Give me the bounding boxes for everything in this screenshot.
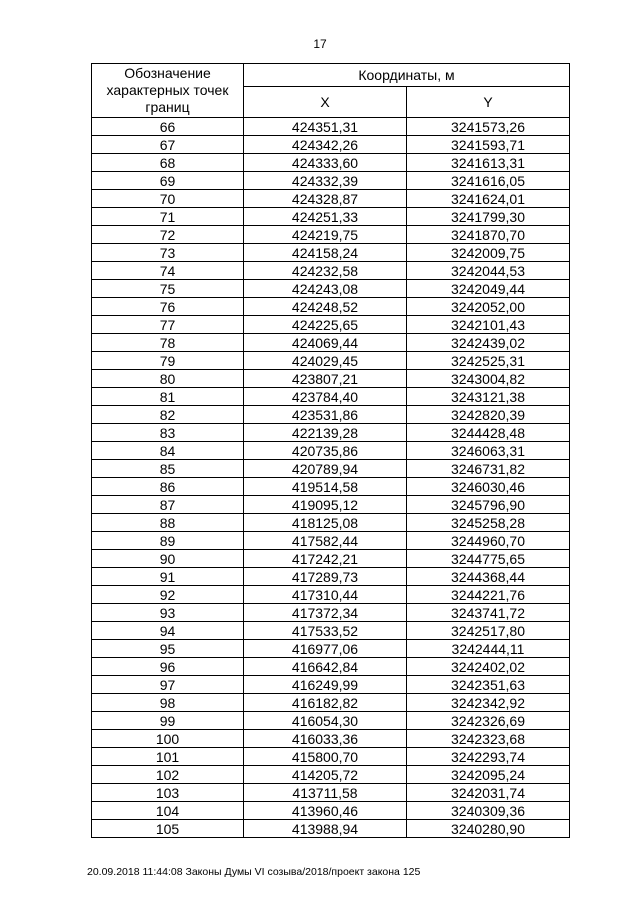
table-row (92, 496, 570, 514)
table-row (92, 262, 570, 280)
table-row (92, 406, 570, 424)
table-row (92, 226, 570, 244)
y-coordinate-cell: 3244428,48 (407, 424, 570, 442)
x-coordinate-cell: 413960,46 (244, 802, 407, 820)
point-number-cell: 66 (92, 118, 244, 136)
point-number-cell: 103 (92, 784, 244, 802)
point-number-cell: 101 (92, 748, 244, 766)
y-coordinate-cell: 3242351,63 (407, 676, 570, 694)
x-column-header: X (244, 87, 407, 118)
point-number-cell: 102 (92, 766, 244, 784)
x-coordinate-cell: 417582,44 (244, 532, 407, 550)
y-coordinate-cell: 3242049,44 (407, 280, 570, 298)
table-row (92, 208, 570, 226)
y-coordinate-cell: 3246731,82 (407, 460, 570, 478)
y-coordinate-cell: 3245258,28 (407, 514, 570, 532)
x-coordinate-cell: 424351,31 (244, 118, 407, 136)
y-coordinate-cell: 3241870,70 (407, 226, 570, 244)
x-coordinate-cell: 424332,39 (244, 172, 407, 190)
y-coordinate-cell: 3243741,72 (407, 604, 570, 622)
point-number-cell: 89 (92, 532, 244, 550)
table-row (92, 622, 570, 640)
point-number-cell: 78 (92, 334, 244, 352)
table-row (92, 172, 570, 190)
x-coordinate-cell: 424219,75 (244, 226, 407, 244)
y-coordinate-cell: 3246063,31 (407, 442, 570, 460)
coordinates-table (91, 63, 570, 838)
point-number-cell: 77 (92, 316, 244, 334)
x-coordinate-cell: 416249,99 (244, 676, 407, 694)
x-coordinate-cell: 423531,86 (244, 406, 407, 424)
point-number-cell: 93 (92, 604, 244, 622)
table-row (92, 802, 570, 820)
document-footer: 20.09.2018 11:44:08 Законы Думы VI созыва/2018/проект закона 125 (87, 866, 421, 878)
x-coordinate-cell: 417310,44 (244, 586, 407, 604)
y-coordinate-cell: 3241593,71 (407, 136, 570, 154)
table-row (92, 748, 570, 766)
x-coordinate-cell: 423784,40 (244, 388, 407, 406)
y-coordinate-cell: 3242293,74 (407, 748, 570, 766)
y-coordinate-cell: 3242820,39 (407, 406, 570, 424)
y-coordinate-cell: 3241573,26 (407, 118, 570, 136)
table-row (92, 388, 570, 406)
point-number-cell: 85 (92, 460, 244, 478)
x-coordinate-cell: 424243,08 (244, 280, 407, 298)
point-number-cell: 87 (92, 496, 244, 514)
point-number-cell: 94 (92, 622, 244, 640)
point-number-cell: 88 (92, 514, 244, 532)
y-coordinate-cell: 3244368,44 (407, 568, 570, 586)
point-number-cell: 95 (92, 640, 244, 658)
y-coordinate-cell: 3242052,00 (407, 298, 570, 316)
x-coordinate-cell: 417533,52 (244, 622, 407, 640)
y-coordinate-cell: 3240309,36 (407, 802, 570, 820)
x-coordinate-cell: 413711,58 (244, 784, 407, 802)
table-row (92, 442, 570, 460)
point-number-cell: 73 (92, 244, 244, 262)
point-number-cell: 104 (92, 802, 244, 820)
point-number-cell: 100 (92, 730, 244, 748)
x-coordinate-cell: 424232,58 (244, 262, 407, 280)
y-coordinate-cell: 3242439,02 (407, 334, 570, 352)
x-coordinate-cell: 424069,44 (244, 334, 407, 352)
y-coordinate-cell: 3240280,90 (407, 820, 570, 838)
point-number-cell: 81 (92, 388, 244, 406)
x-coordinate-cell: 420735,86 (244, 442, 407, 460)
y-coordinate-cell: 3242402,02 (407, 658, 570, 676)
y-coordinate-cell: 3243004,82 (407, 370, 570, 388)
point-number-cell: 79 (92, 352, 244, 370)
y-coordinate-cell: 3241616,05 (407, 172, 570, 190)
table-row (92, 730, 570, 748)
point-number-cell: 83 (92, 424, 244, 442)
table-row (92, 766, 570, 784)
y-coordinate-cell: 3242342,92 (407, 694, 570, 712)
x-coordinate-cell: 414205,72 (244, 766, 407, 784)
y-coordinate-cell: 3242009,75 (407, 244, 570, 262)
table-row (92, 568, 570, 586)
x-coordinate-cell: 417289,73 (244, 568, 407, 586)
point-number-cell: 75 (92, 280, 244, 298)
y-coordinate-cell: 3246030,46 (407, 478, 570, 496)
point-number-cell: 67 (92, 136, 244, 154)
x-coordinate-cell: 424225,65 (244, 316, 407, 334)
table-row (92, 136, 570, 154)
x-coordinate-cell: 416054,30 (244, 712, 407, 730)
point-number-cell: 97 (92, 676, 244, 694)
point-number-cell: 76 (92, 298, 244, 316)
x-coordinate-cell: 413988,94 (244, 820, 407, 838)
table-row (92, 604, 570, 622)
y-coordinate-cell: 3242323,68 (407, 730, 570, 748)
table-row (92, 586, 570, 604)
x-coordinate-cell: 415800,70 (244, 748, 407, 766)
x-coordinate-cell: 424029,45 (244, 352, 407, 370)
table-row (92, 784, 570, 802)
x-coordinate-cell: 416033,36 (244, 730, 407, 748)
table-row (92, 118, 570, 136)
x-coordinate-cell: 424251,33 (244, 208, 407, 226)
table-row (92, 334, 570, 352)
y-coordinate-cell: 3242031,74 (407, 784, 570, 802)
point-number-cell: 80 (92, 370, 244, 388)
y-coordinate-cell: 3242101,43 (407, 316, 570, 334)
point-number-cell: 105 (92, 820, 244, 838)
x-coordinate-cell: 419095,12 (244, 496, 407, 514)
table-row (92, 550, 570, 568)
table-row (92, 676, 570, 694)
table-body (92, 118, 570, 838)
table-row (92, 370, 570, 388)
table-row (92, 316, 570, 334)
table-row (92, 352, 570, 370)
point-number-cell: 71 (92, 208, 244, 226)
x-coordinate-cell: 424158,24 (244, 244, 407, 262)
y-coordinate-cell: 3241799,30 (407, 208, 570, 226)
y-coordinate-cell: 3244221,76 (407, 586, 570, 604)
point-number-cell: 72 (92, 226, 244, 244)
y-coordinate-cell: 3242444,11 (407, 640, 570, 658)
x-coordinate-cell: 424248,52 (244, 298, 407, 316)
table-row (92, 820, 570, 838)
point-number-cell: 70 (92, 190, 244, 208)
y-coordinate-cell: 3245796,90 (407, 496, 570, 514)
point-number-cell: 90 (92, 550, 244, 568)
point-number-cell: 96 (92, 658, 244, 676)
point-number-cell: 91 (92, 568, 244, 586)
x-coordinate-cell: 416977,06 (244, 640, 407, 658)
x-coordinate-cell: 422139,28 (244, 424, 407, 442)
table-row (92, 694, 570, 712)
x-coordinate-cell: 417242,21 (244, 550, 407, 568)
table-row (92, 640, 570, 658)
point-number-cell: 98 (92, 694, 244, 712)
table-row (92, 190, 570, 208)
x-coordinate-cell: 424333,60 (244, 154, 407, 172)
table-row (92, 712, 570, 730)
x-coordinate-cell: 420789,94 (244, 460, 407, 478)
table-row (92, 154, 570, 172)
table-row (92, 280, 570, 298)
point-number-cell: 84 (92, 442, 244, 460)
y-coordinate-cell: 3241624,01 (407, 190, 570, 208)
point-designation-header: Обозначение характерных точек границ (92, 64, 244, 118)
y-coordinate-cell: 3244960,70 (407, 532, 570, 550)
table-row (92, 424, 570, 442)
coordinates-header: Координаты, м (244, 64, 570, 87)
x-coordinate-cell: 419514,58 (244, 478, 407, 496)
x-coordinate-cell: 424328,87 (244, 190, 407, 208)
table-row (92, 298, 570, 316)
point-number-cell: 82 (92, 406, 244, 424)
table-row (92, 532, 570, 550)
table-row (92, 478, 570, 496)
point-number-cell: 99 (92, 712, 244, 730)
table-row (92, 514, 570, 532)
x-coordinate-cell: 423807,21 (244, 370, 407, 388)
y-coordinate-cell: 3242326,69 (407, 712, 570, 730)
table-header (92, 64, 570, 118)
y-coordinate-cell: 3241613,31 (407, 154, 570, 172)
y-coordinate-cell: 3242044,53 (407, 262, 570, 280)
y-column-header: Y (407, 87, 570, 118)
y-coordinate-cell: 3243121,38 (407, 388, 570, 406)
x-coordinate-cell: 417372,34 (244, 604, 407, 622)
point-number-cell: 92 (92, 586, 244, 604)
y-coordinate-cell: 3242525,31 (407, 352, 570, 370)
point-number-cell: 74 (92, 262, 244, 280)
table-row (92, 244, 570, 262)
table-row (92, 460, 570, 478)
x-coordinate-cell: 416642,84 (244, 658, 407, 676)
point-number-cell: 68 (92, 154, 244, 172)
page-number: 17 (313, 37, 327, 51)
point-number-cell: 69 (92, 172, 244, 190)
point-number-cell: 86 (92, 478, 244, 496)
x-coordinate-cell: 418125,08 (244, 514, 407, 532)
x-coordinate-cell: 416182,82 (244, 694, 407, 712)
y-coordinate-cell: 3244775,65 (407, 550, 570, 568)
x-coordinate-cell: 424342,26 (244, 136, 407, 154)
table-row (92, 658, 570, 676)
y-coordinate-cell: 3242095,24 (407, 766, 570, 784)
y-coordinate-cell: 3242517,80 (407, 622, 570, 640)
